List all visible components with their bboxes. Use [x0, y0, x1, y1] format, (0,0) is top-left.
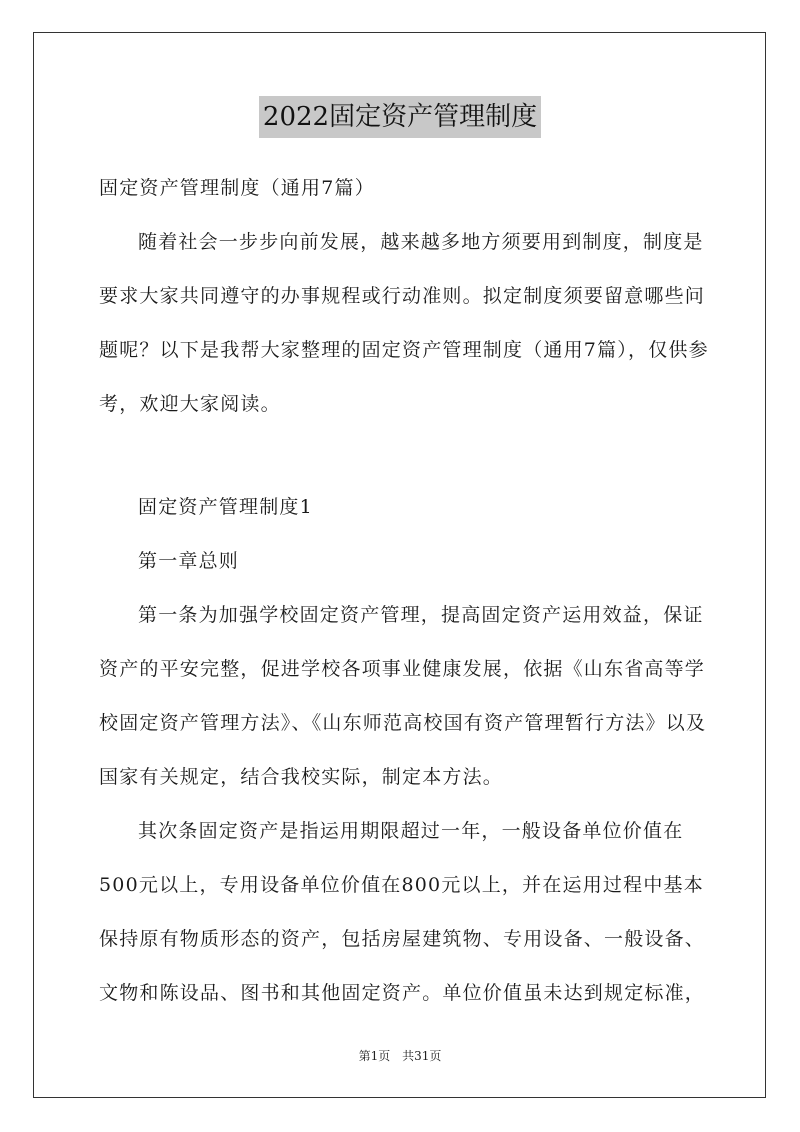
paragraph-line: 其次条固定资产是指运用期限超过一年，一般设备单位价值在	[138, 820, 684, 842]
paragraph-line: 考，欢迎大家阅读。	[99, 393, 281, 415]
paragraph-line: 资产的平安完整，促进学校各项事业健康发展，依据《山东省高等学	[99, 658, 706, 680]
section-heading: 固定资产管理制度1	[138, 496, 313, 518]
paragraph-line: 文物和陈设品、图书和其他固定资产。单位价值虽未达到规定标准，	[99, 982, 706, 1004]
total-pages: 共31页	[402, 1049, 442, 1063]
paragraph-line: 随着社会一步步向前发展，越来越多地方须要用到制度，制度是	[138, 231, 704, 253]
paragraph-line: 保持原有物质形态的资产，包括房屋建筑物、专用设备、一般设备、	[99, 928, 706, 950]
paragraph-line: 国家有关规定，结合我校实际，制定本方法。	[99, 766, 504, 788]
subtitle: 固定资产管理制度（通用7篇）	[99, 177, 375, 199]
chapter-heading: 第一章总则	[138, 550, 240, 572]
title-container	[0, 96, 800, 138]
paragraph-line: 题呢？以下是我帮大家整理的固定资产管理制度（通用7篇），仅供参	[99, 339, 709, 361]
paragraph-line: 500元以上，专用设备单位价值在800元以上，并在运用过程中基本	[99, 874, 704, 896]
paragraph-line: 要求大家共同遵守的办事规程或行动准则。拟定制度须要留意哪些问	[99, 285, 706, 307]
paragraph-line: 校固定资产管理方法》、《山东师范高校国有资产管理暂行方法》以及	[99, 712, 707, 734]
paragraph-line: 第一条为加强学校固定资产管理，提高固定资产运用效益，保证	[138, 604, 704, 626]
document-title: 2022固定资产管理制度	[259, 96, 541, 138]
page-footer	[0, 1047, 800, 1064]
page-number: 第1页	[358, 1049, 391, 1063]
